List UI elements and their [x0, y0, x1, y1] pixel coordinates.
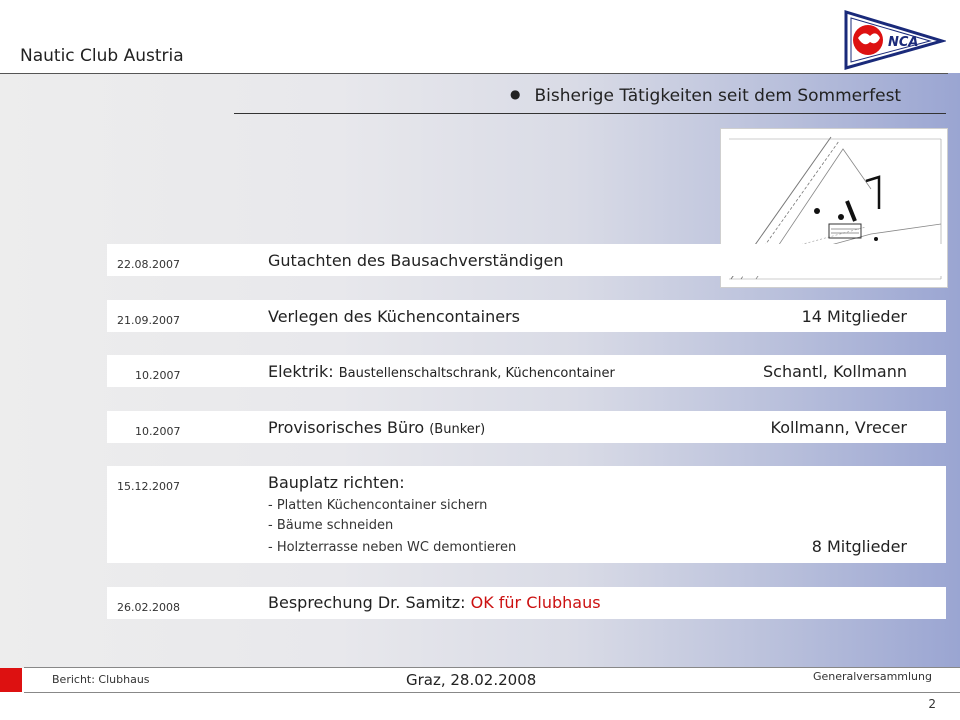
activity-date: 10.2007	[135, 425, 181, 438]
section-title-text: Bisherige Tätigkeiten seit dem Sommerfest	[534, 86, 902, 106]
activity-participants: 14 Mitglieder	[801, 307, 907, 326]
activity-text-detail: Baustellenschaltschrank, Küchencontainer	[338, 366, 615, 381]
section-divider	[234, 113, 946, 114]
activity-participants: Kollmann, Vrecer	[770, 418, 907, 437]
activity-text-main: Besprechung Dr. Samitz:	[268, 593, 466, 612]
footer-report-label: Bericht: Clubhaus	[52, 673, 150, 686]
activity-subitem: - Holzterrasse neben WC demontieren	[268, 540, 517, 555]
activity-text: Verlegen des Küchencontainers	[268, 307, 520, 326]
activity-subitem: - Bäume schneiden	[268, 518, 394, 533]
activity-date: 21.09.2007	[117, 314, 180, 327]
activity-date: 26.02.2008	[117, 601, 180, 614]
activity-text: Gutachten des Bausachverständigen	[268, 251, 564, 270]
activity-text-main: Elektrik:	[268, 362, 334, 381]
activity-participants: 8 Mitglieder	[811, 537, 907, 556]
nca-pennant-logo	[842, 8, 946, 70]
section-title	[510, 86, 901, 106]
logo-text: NCA	[888, 35, 919, 50]
header-divider	[0, 73, 948, 74]
activity-text	[268, 593, 601, 612]
activity-row-5	[107, 466, 946, 563]
activity-row-2	[107, 300, 946, 332]
activity-date: 10.2007	[135, 369, 181, 382]
activity-row-4	[107, 411, 946, 443]
footer-date-place: Graz, 28.02.2008	[406, 671, 537, 689]
activity-row-6	[107, 587, 946, 619]
page-number: 2	[928, 697, 936, 711]
footer-divider-bottom	[24, 692, 960, 693]
activity-text-detail: (Bunker)	[429, 422, 486, 437]
activity-text	[268, 362, 615, 381]
activity-text-main: Provisorisches Büro	[268, 418, 425, 437]
activity-text-highlight: OK für Clubhaus	[470, 593, 601, 612]
activity-row-1	[107, 244, 946, 276]
activity-date: 22.08.2007	[117, 258, 180, 271]
footer-red-marker	[0, 668, 22, 692]
activity-text: Bauplatz richten:	[268, 473, 405, 492]
footer-event-label: Generalversammlung	[812, 670, 932, 683]
footer-divider-top	[24, 667, 960, 668]
activity-row-3	[107, 355, 946, 387]
bullet-icon: ●	[510, 87, 521, 101]
activity-subitem: - Platten Küchencontainer sichern	[268, 498, 488, 513]
activity-participants: Schantl, Kollmann	[763, 362, 907, 381]
activity-date: 15.12.2007	[117, 480, 180, 493]
club-name: Nautic Club Austria	[20, 46, 184, 66]
activity-text	[268, 418, 485, 437]
